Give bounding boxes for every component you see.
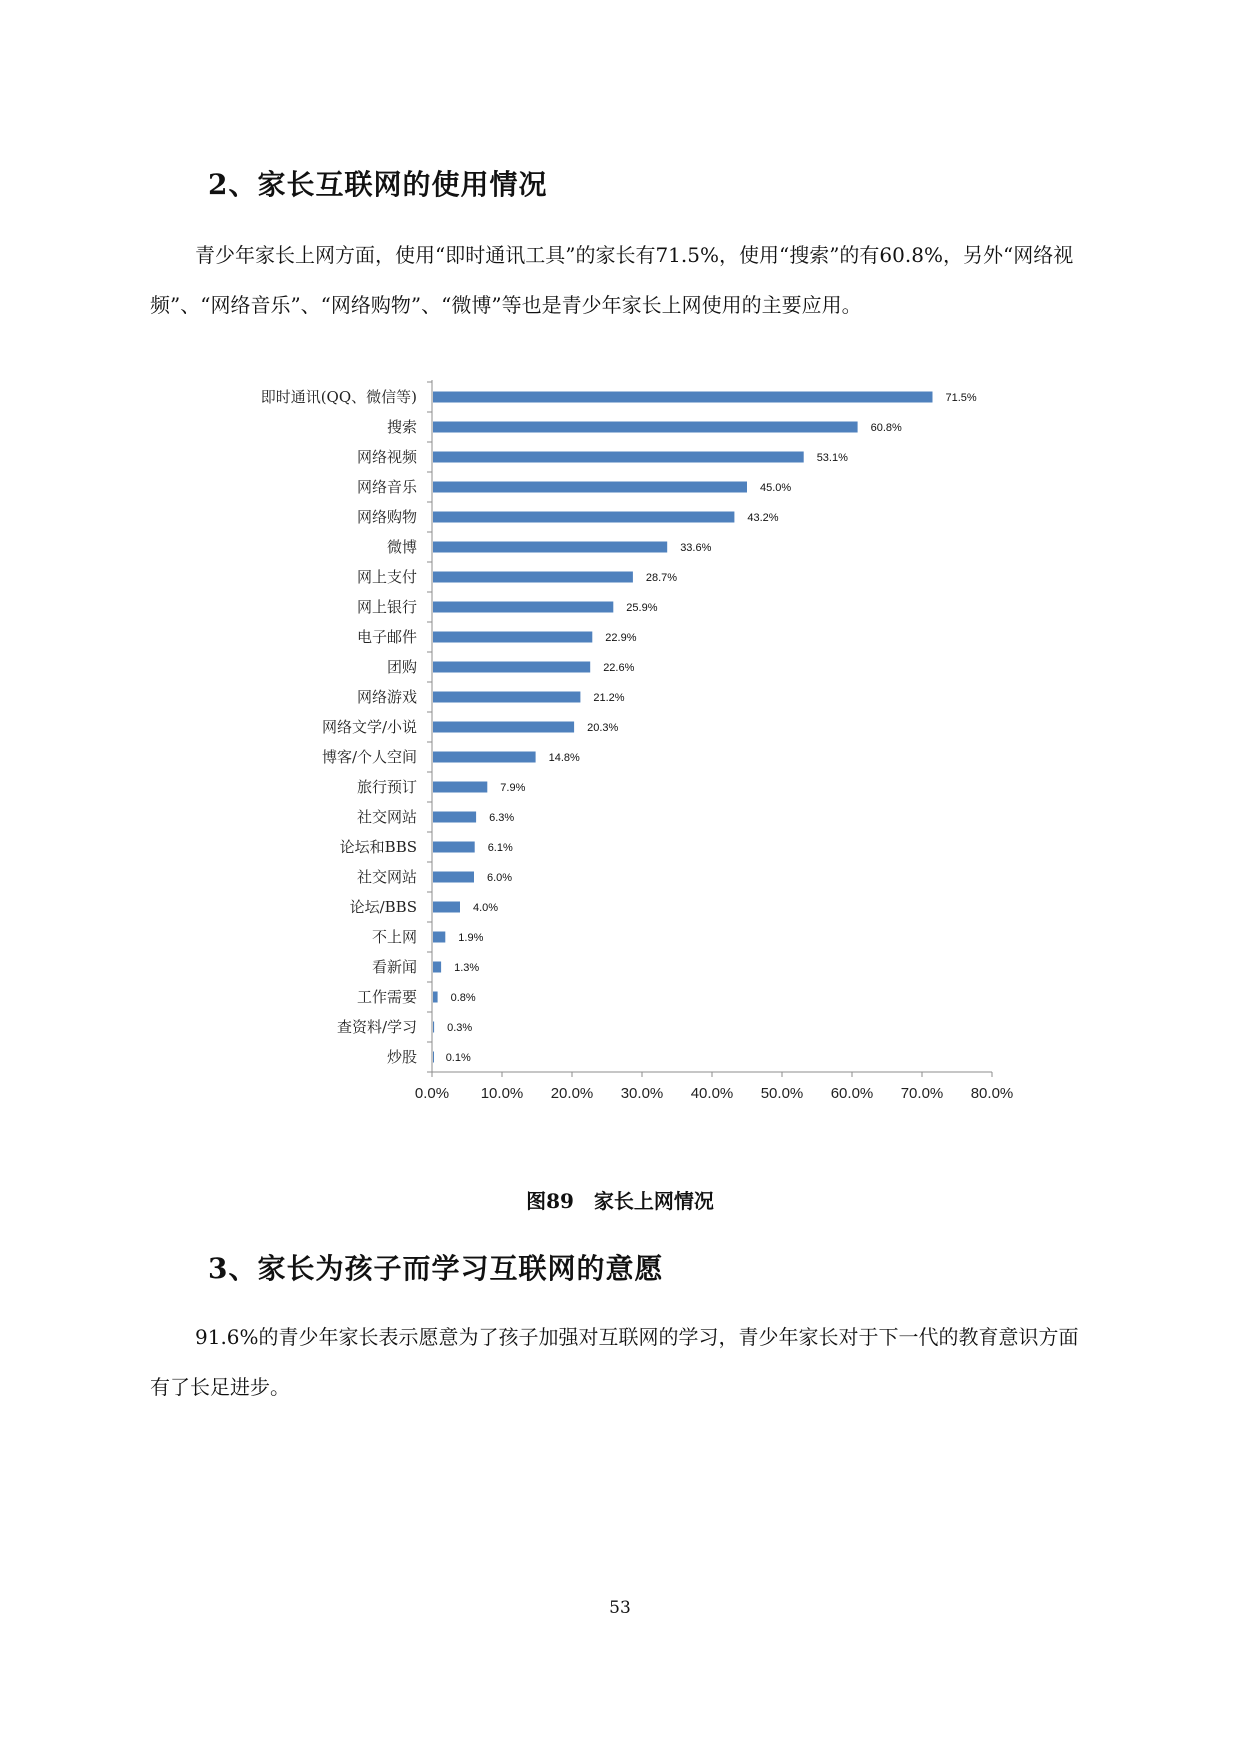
category-label: 论坛/BBS <box>349 898 417 916</box>
page-number: 53 <box>609 1598 631 1618</box>
data-label: 1.3% <box>454 962 480 974</box>
x-tick-label: 70.0% <box>900 1085 944 1102</box>
category-label: 不上网 <box>371 928 417 946</box>
bar <box>433 512 734 523</box>
data-label: 1.9% <box>458 932 484 944</box>
category-label: 网上银行 <box>356 598 417 616</box>
data-label: 0.1% <box>445 1052 471 1064</box>
data-label: 14.8% <box>548 752 580 764</box>
bar <box>433 692 580 703</box>
data-label: 22.6% <box>603 662 635 674</box>
bar <box>433 992 438 1003</box>
bar <box>433 542 667 553</box>
data-label: 4.0% <box>473 902 499 914</box>
data-label: 7.9% <box>500 782 526 794</box>
category-label: 网络购物 <box>356 508 417 526</box>
x-tick-label: 0.0% <box>414 1085 450 1102</box>
data-label: 25.9% <box>626 602 658 614</box>
data-label: 22.9% <box>605 632 637 644</box>
section-2-paragraph: 青少年家长上网方面，使用“即时通讯工具”的家长有71.5%，使用“搜索”的有60.8%，另外“网络视频”、“网络音乐”、“网络购物”、“微博”等也是青少年家长上网使用的主要应用。 <box>150 243 1074 317</box>
data-label: 45.0% <box>760 482 792 494</box>
data-label: 0.3% <box>447 1022 473 1034</box>
section-3-paragraph: 91.6%的青少年家长表示愿意为了孩子加强对互联网的学习，青少年家长对于下一代的教育意识方面有了长足进步。 <box>150 1325 1079 1399</box>
category-label: 旅行预订 <box>356 778 417 796</box>
data-label: 33.6% <box>680 542 712 554</box>
data-label: 43.2% <box>747 512 779 524</box>
bar <box>433 782 487 793</box>
bar <box>433 392 933 403</box>
category-label: 微博 <box>386 538 417 556</box>
section-2-heading: 2、家长互联网的使用情况 <box>208 168 548 201</box>
data-label: 60.8% <box>870 422 902 434</box>
data-label: 53.1% <box>816 452 848 464</box>
data-label: 6.3% <box>489 812 515 824</box>
bar <box>433 842 475 853</box>
category-label: 社交网站 <box>356 868 417 886</box>
usage-chart <box>0 360 1240 1120</box>
bar <box>433 962 441 973</box>
category-label: 搜索 <box>386 418 417 436</box>
data-label: 21.2% <box>593 692 625 704</box>
bar <box>433 752 536 763</box>
x-tick-label: 40.0% <box>690 1085 734 1102</box>
category-label: 网络视频 <box>356 448 417 466</box>
x-tick-label: 60.0% <box>830 1085 874 1102</box>
bar <box>433 722 574 733</box>
bar <box>433 632 592 643</box>
bar <box>433 872 474 883</box>
bar <box>433 572 633 583</box>
data-label: 6.1% <box>487 842 513 854</box>
data-label: 20.3% <box>587 722 619 734</box>
data-label: 6.0% <box>487 872 513 884</box>
bar <box>433 482 747 493</box>
category-label: 博客/个人空间 <box>321 748 417 766</box>
bar <box>433 1022 434 1033</box>
x-tick-label: 50.0% <box>760 1085 804 1102</box>
x-tick-label: 30.0% <box>620 1085 664 1102</box>
category-label: 看新闻 <box>371 958 417 976</box>
data-label: 0.8% <box>450 992 476 1004</box>
category-label: 网络游戏 <box>356 688 417 706</box>
bar <box>433 902 460 913</box>
bar <box>433 812 476 823</box>
category-label: 查资料/学习 <box>336 1018 417 1036</box>
x-tick-label: 10.0% <box>480 1085 524 1102</box>
category-label: 工作需要 <box>356 988 417 1006</box>
category-label: 团购 <box>386 658 417 676</box>
category-label: 即时通讯(QQ、微信等) <box>260 388 417 406</box>
usage-bar-chart-svg <box>0 360 1240 1120</box>
bar <box>433 1052 434 1063</box>
bar <box>433 662 590 673</box>
x-tick-label: 80.0% <box>970 1085 1014 1102</box>
bar <box>433 452 804 463</box>
category-label: 网络音乐 <box>356 478 417 496</box>
category-label: 社交网站 <box>356 808 417 826</box>
figure-caption: 图89 家长上网情况 <box>526 1189 714 1213</box>
bar <box>433 602 613 613</box>
x-tick-label: 20.0% <box>550 1085 594 1102</box>
category-label: 电子邮件 <box>356 628 417 646</box>
bar <box>433 932 445 943</box>
bar <box>433 422 858 433</box>
category-label: 网络文学/小说 <box>321 718 417 736</box>
category-label: 论坛和BBS <box>339 838 417 856</box>
category-label: 炒股 <box>386 1048 417 1066</box>
section-3-heading: 3、家长为孩子而学习互联网的意愿 <box>208 1252 664 1285</box>
data-label: 71.5% <box>945 392 977 404</box>
data-label: 28.7% <box>645 572 678 584</box>
category-label: 网上支付 <box>356 568 417 586</box>
